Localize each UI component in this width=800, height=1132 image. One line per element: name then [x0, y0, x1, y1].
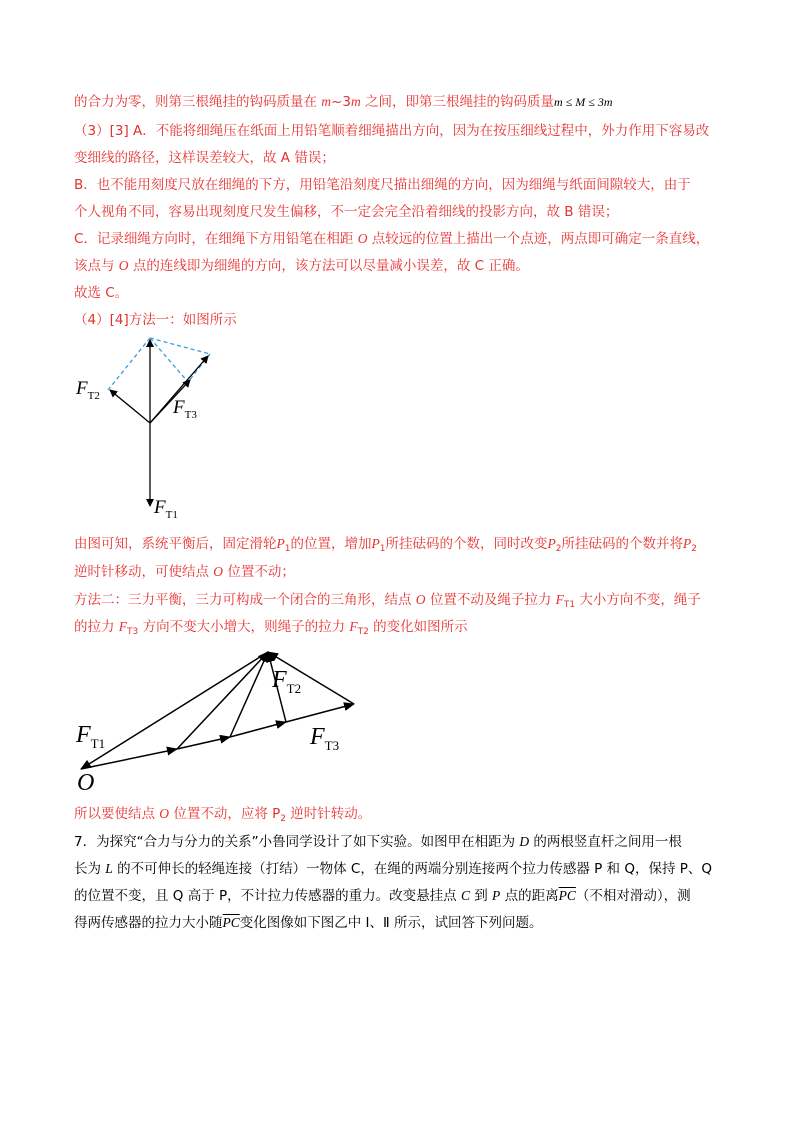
ft1-arrow — [81, 652, 268, 769]
ft2-arrow — [110, 390, 150, 423]
ft3-segment — [177, 737, 230, 749]
segment-pc: $\overline{PC}$ — [222, 915, 240, 930]
question-7-line: 长为 L 的不可伸长的轻绳连接（打结）一物体 C，在绳的两端分别连接两个拉力传感器 P 和 Q，保持 P、Q — [74, 861, 713, 877]
text-line: 变细线的路径，这样误差较大，故 A 错误； — [74, 150, 335, 166]
question-7-line: 7．为探究“合力与分力的关系”小鲁同学设计了如下实验。如图甲在相距为 D 的两根竖直杆之间用一根 — [74, 834, 682, 850]
text-line: 故选 C。 — [74, 285, 129, 301]
question-7-line: 的位置不变，且 Q 高于 P，不计拉力传感器的重力。改变悬挂点 C 到 P 点的距离$\overline{PC}$（不相对滑动），测 — [74, 888, 691, 904]
text-line: 方法二：三力平衡，三力可构成一个闭合的三角形，结点 O 位置不动及绳子拉力 $F_{T1}$ 大小方向不变，绳子 — [74, 592, 701, 610]
ft1-label: $F_{T1}$ — [76, 722, 106, 751]
text-line: 所以要使结点 O 位置不动，应将 $P_2$ 逆时针转动。 — [74, 806, 372, 824]
text-line: B．也不能用刻度尺放在细绳的下方，用铅笔沿刻度尺描出细绳的方向，因为细绳与纸面间隙较大，由于 — [74, 177, 691, 193]
text-line: 该点与 O 点的连线即为细绳的方向，该方法可以尽量减小误差，故 C 正确。 — [74, 258, 529, 274]
force-diagram-method-one — [70, 328, 270, 528]
ft3-segment — [286, 704, 354, 722]
dashed-parallelogram-lines — [108, 338, 210, 390]
ft3-label: $F_{T3}$ — [310, 724, 340, 753]
ft3-label: $F_{T3}$ — [173, 397, 197, 421]
text-line: （3）[3] A．不能将细绳压在纸面上用铅笔顺着细绳描出方向，因为在按压细线过程中，外力作用下容易改 — [74, 123, 710, 139]
ft2-label: $F_{T2}$ — [76, 378, 100, 402]
text-line: C．记录细绳方向时，在细绳下方用铅笔在相距 O 点较远的位置上描出一个点迹，两点即可确定一条直线， — [74, 231, 710, 247]
text-line: 个人视角不同，容易出现刻度尺发生偏移，不一定会完全沿着细线的投影方向，故 B 错误； — [74, 204, 619, 220]
text-line: 的合力为零，则第三根绳挂的钩码质量在 m~3m 之间，即第三根绳挂的钩码质量m ≤ M ≤ 3m — [74, 94, 613, 110]
ft3-segment — [230, 722, 286, 737]
text-line: 由图可知，系统平衡后，固定滑轮$P_1$的位置，增加$P_1$所挂砝码的个数，同时改变$P_2$所挂砝码的个数并将$P_2$ — [74, 536, 697, 554]
mass-range-formula: m ≤ M ≤ 3m — [554, 95, 613, 109]
point-o-label: O — [77, 770, 95, 796]
ft3-segment — [81, 749, 177, 769]
question-7-line: 得两传感器的拉力大小随$\overline{PC}$变化图像如下图乙中 Ⅰ、Ⅱ 所示，试回答下列问题。 — [74, 915, 543, 931]
ft1-label: $F_{T1}$ — [154, 497, 178, 521]
force-triangle-diagram — [72, 642, 372, 802]
ft2-label: $F_{T2}$ — [272, 667, 302, 696]
text-line: （4）[4]方法一：如图所示 — [74, 312, 237, 328]
text-line: 的拉力 $F_{T3}$ 方向不变大小增大，则绳子的拉力 $F_{T2}$ 的变化如图所示 — [74, 619, 468, 637]
segment-pc: $\overline{PC}$ — [558, 888, 576, 903]
text-line: 逆时针移动，可使结点 O 位置不动； — [74, 564, 295, 580]
